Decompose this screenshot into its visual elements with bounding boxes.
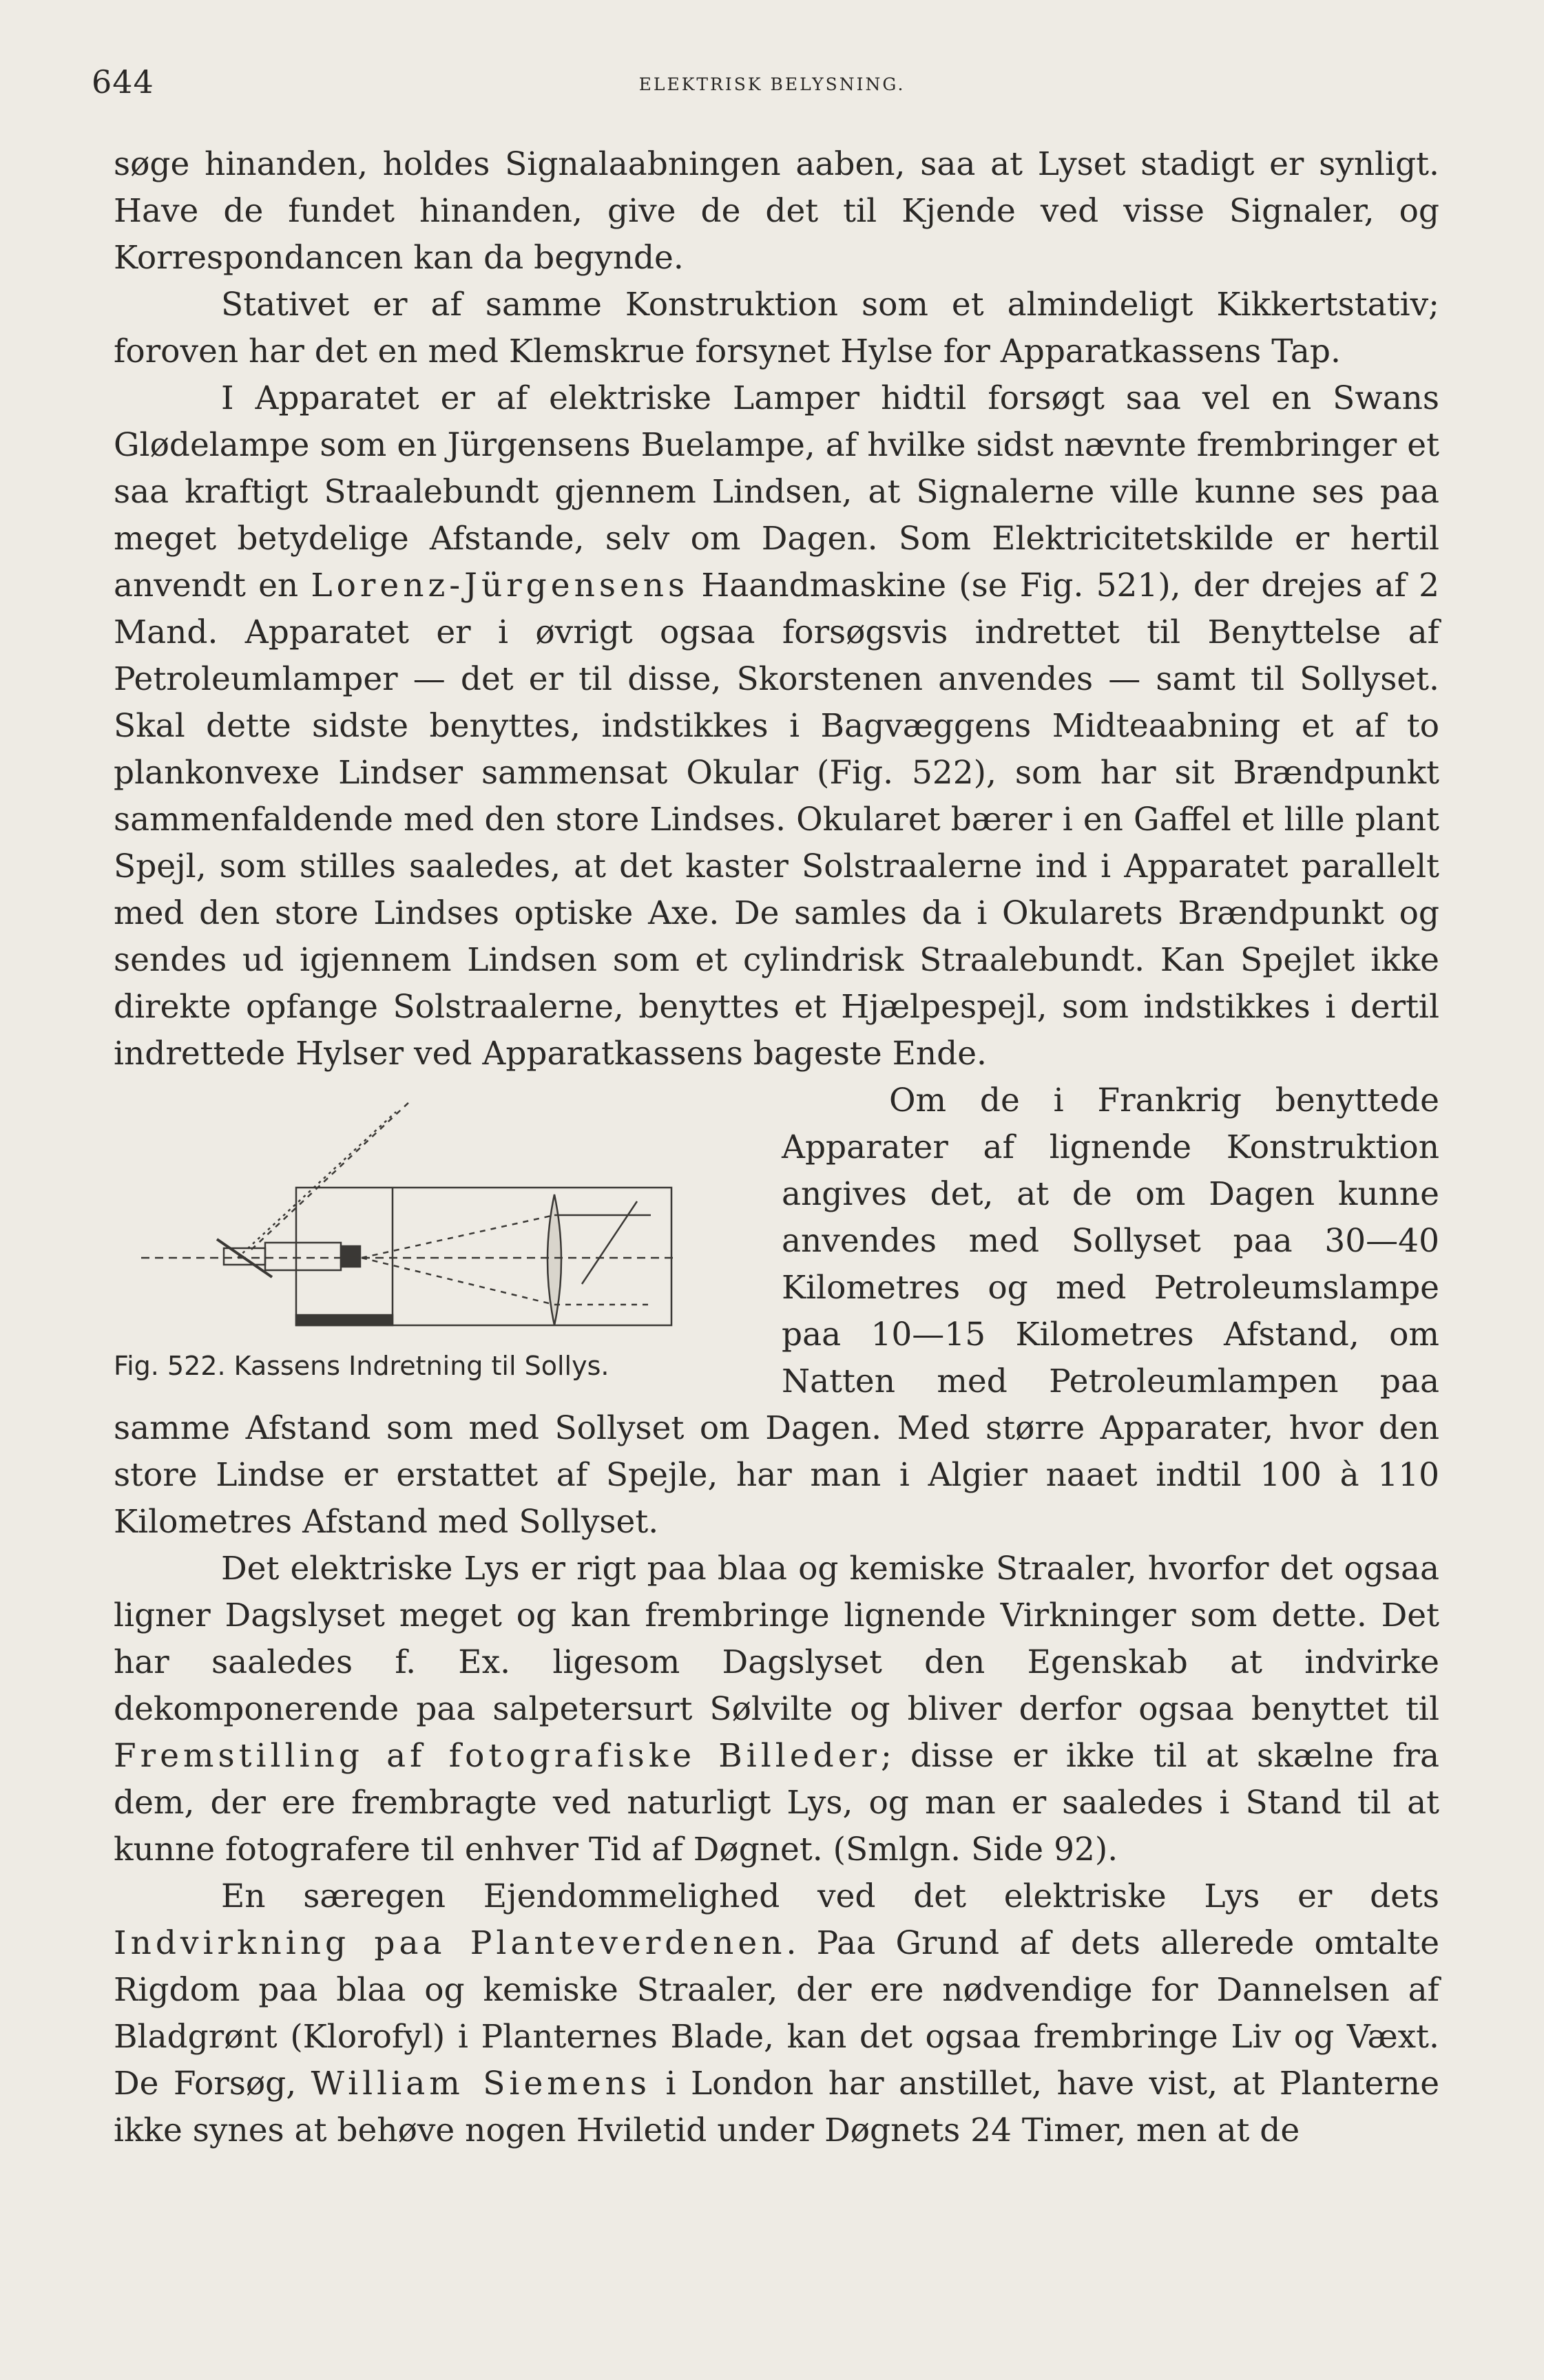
text-run: Stativet er af samme Konstruktion som et almindeligt Kikkertstativ; foroven har det en med Klemskrue forsynet Hylse for Apparatkassens Tap. [114, 286, 1439, 370]
paragraph-5 [114, 1546, 1439, 1873]
ray [362, 1215, 554, 1258]
text-run: En særegen Ejendommelighed ved det elektriske Lys er dets [221, 1877, 1439, 1915]
text-run: Det elektriske Lys er rigt paa blaa og kemiske Straaler, hvorfor det ogsaa ligner Dagslyset meget og kan frembringe lignende Virkninger som dette. Det har saaledes f. Ex. ligesom Dagslyset den Egenskab at indvirke dekomponerende paa salpetersurt Sølvilte og bliver derfor ogsaa benyttet til [114, 1550, 1439, 1728]
ray [362, 1258, 554, 1305]
text-run: Haandmaskine (se Fig. 521), der drejes af 2 Mand. Apparatet er i øvrigt ogsaa forsøgsvis indrettet til Benyttelse af Petroleumlamper — det er til disse, Skorstenen anvendes — samt til Sollyset. Skal dette sidste benyttes, indstikkes i Bagvæggens Midteaabning et af to plankonvexe Lindser sammensat Okular (Fig. 522), som har sit Brændpunkt sammenfaldende med den store Lindses. Okularet bærer i en Gaffel et lille plant Spejl, som stilles saaledes, at det kaster Solstraalerne ind i Apparatet parallelt med den store Lindses optiske Axe. De samles da i Okularets Brændpunkt og sendes ud igjennem Lindsen som et cylindrisk Straalebundt. Kan Spejlet ikke direkte opfange Solstraalerne, benyttes et Hjælpespejl, som indstikkes i dertil indrettede Hylser ved Apparatkassens bageste Ende. [114, 567, 1439, 1073]
okular-diagram [114, 1077, 747, 1339]
paragraph-6 [114, 1873, 1439, 2154]
figure-caption: Fig. 522. Kassens Indretning til Sollys. [114, 1351, 609, 1381]
paragraph-1 [114, 141, 1439, 282]
sun-ray [251, 1102, 410, 1250]
lens [547, 1194, 561, 1325]
sun-ray [238, 1112, 396, 1258]
eyepiece-end [341, 1246, 360, 1267]
text-run: Om de i Frankrig benyttede Apparater af lignende Konstruktion angives det, at de om Dagen kunne anvendes med Sollyset paa 30—40 Kilometres og med Petroleumslampe paa 10—15 Kilometres Afstand, om Natten med Petroleumlampen paa samme Afstand som med Sollyset om Dagen. Med større Apparater, hvor den store Lindse er erstattet af Spejle, har man i Algier naaet indtil 100 à 110 Kilometres Afstand med Sollyset. [114, 1082, 1439, 1541]
reflected-ray [582, 1201, 637, 1284]
paragraph-3 [114, 375, 1439, 1077]
text-run: søge hinanden, holdes Signalaabningen aaben, saa at Lyset stadigt er synligt. Have de fundet hinanden, give de det til Kjende ved visse Signaler, og Korrespondancen kan da begynde. [114, 145, 1439, 277]
spaced-name: William Siemens [311, 2065, 651, 2103]
running-title: ELEKTRISK BELYSNING. [638, 74, 906, 94]
page-number: 644 [92, 63, 154, 101]
paragraph-2 [114, 282, 1439, 375]
text-run: i London har anstillet, have vist, at Planterne ikke synes at behøve nogen Hviletid under Døgnets 24 Timer, men at de [114, 2065, 1440, 2149]
text-run: ; disse er ikke til at skælne fra dem, der ere frembragte ved naturligt Lys, og man er saaledes i Stand til at kunne fotografere til enhver Tid af Døgnet. (Smlgn. Side 92). [114, 1737, 1439, 1868]
eyepiece-tube [265, 1243, 341, 1270]
base-plate [296, 1315, 393, 1325]
text-run: . Paa Grund af dets allerede omtalte Rigdom paa blaa og kemiske Straaler, der ere nødvendige for Dannelsen af Bladgrønt (Klorofyl) i Planternes Blade, kan det ogsaa frembringe Liv og Væxt. De Forsøg, [114, 1924, 1440, 2103]
spaced-phrase: Indvirkning paa Planteverdenen [114, 1924, 786, 1962]
text-run: I Apparatet er af elektriske Lamper hidtil forsøgt saa vel en Swans Glødelampe som en Jürgensens Buelampe, af hvilke sidst nævnte frembringer et saa kraftigt Straalebundt gjennem Lindsen, at Signalerne ville kunne ses paa meget betydelige Afstande, selv om Dagen. Som Elektricitetskilde er hertil anvendt en [114, 379, 1439, 604]
figure-522 [114, 1077, 754, 1380]
spaced-name: Lorenz-Jürgensens [311, 567, 689, 604]
eyepiece-mount [224, 1248, 265, 1265]
body-text [114, 141, 1439, 2154]
spaced-phrase: Fremstilling af fotografiske Billeder [114, 1737, 881, 1775]
